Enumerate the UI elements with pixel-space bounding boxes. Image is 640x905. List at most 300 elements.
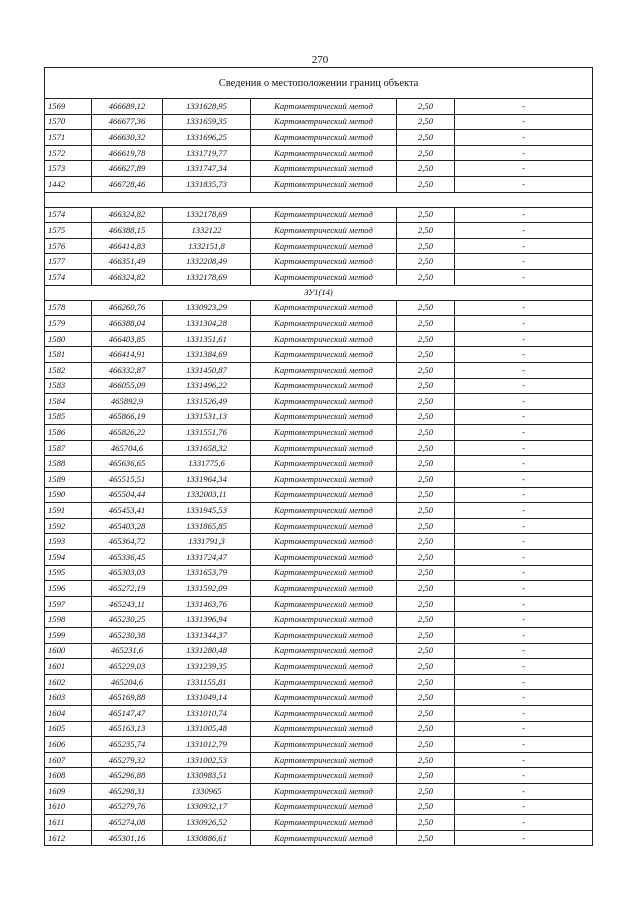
method-cell: Картометрический метод (251, 161, 397, 177)
point-number-cell: 1612 (45, 830, 92, 846)
coord-y-cell: 1331396,94 (163, 612, 251, 628)
method-cell: Картометрический метод (251, 223, 397, 239)
method-cell: Картометрический метод (251, 425, 397, 441)
table-row (45, 300, 593, 316)
coord-y-cell: 1331945,53 (163, 503, 251, 519)
method-cell: Картометрический метод (251, 705, 397, 721)
method-cell: Картометрический метод (251, 176, 397, 192)
table-row (45, 394, 593, 410)
table-row (45, 161, 593, 177)
coord-x-cell: 465298,31 (92, 783, 163, 799)
table-row (45, 550, 593, 566)
coord-y-cell: 1332003,11 (163, 487, 251, 503)
accuracy-cell: 2,50 (397, 238, 455, 254)
coord-x-cell: 466324,82 (92, 269, 163, 285)
coord-y-cell: 1330926,52 (163, 815, 251, 831)
accuracy-cell: 2,50 (397, 565, 455, 581)
coord-y-cell: 1330965 (163, 783, 251, 799)
table-row (45, 331, 593, 347)
method-cell: Картометрический метод (251, 145, 397, 161)
description-cell: - (455, 145, 593, 161)
coord-x-cell: 465515,51 (92, 472, 163, 488)
table-row (45, 114, 593, 130)
table-title: Сведения о местоположении границ объекта (45, 68, 593, 99)
accuracy-cell: 2,50 (397, 705, 455, 721)
table-row (45, 456, 593, 472)
point-number-cell: 1573 (45, 161, 92, 177)
method-cell: Картометрический метод (251, 269, 397, 285)
accuracy-cell: 2,50 (397, 456, 455, 472)
table-row (45, 721, 593, 737)
coord-x-cell: 466260,76 (92, 300, 163, 316)
table-row (45, 99, 593, 115)
method-cell: Картометрический метод (251, 596, 397, 612)
coord-y-cell: 1331658,32 (163, 440, 251, 456)
point-number-cell: 1584 (45, 394, 92, 410)
coord-x-cell: 466689,12 (92, 99, 163, 115)
table-row (45, 783, 593, 799)
coord-x-cell: 466619,78 (92, 145, 163, 161)
table-row (45, 254, 593, 270)
coord-y-cell: 1331653,79 (163, 565, 251, 581)
coord-y-cell: 1332178,69 (163, 269, 251, 285)
coord-y-cell: 1331531,13 (163, 409, 251, 425)
coord-x-cell: 466055,09 (92, 378, 163, 394)
accuracy-cell: 2,50 (397, 659, 455, 675)
description-cell: - (455, 612, 593, 628)
accuracy-cell: 2,50 (397, 783, 455, 799)
table-row (45, 534, 593, 550)
description-cell: - (455, 456, 593, 472)
coord-x-cell: 465336,45 (92, 550, 163, 566)
coord-x-cell: 466627,89 (92, 161, 163, 177)
table-row (45, 768, 593, 784)
page-number: 270 (311, 54, 329, 66)
accuracy-cell: 2,50 (397, 643, 455, 659)
point-number-cell: 1576 (45, 238, 92, 254)
coord-x-cell: 466388,15 (92, 223, 163, 239)
blank-cell (45, 192, 593, 207)
accuracy-cell: 2,50 (397, 628, 455, 644)
coord-y-cell: 1330932,17 (163, 799, 251, 815)
coord-x-cell: 465231,6 (92, 643, 163, 659)
method-cell: Картометрический метод (251, 799, 397, 815)
method-cell: Картометрический метод (251, 550, 397, 566)
table-row (45, 659, 593, 675)
coord-y-cell: 1330923,29 (163, 300, 251, 316)
method-cell: Картометрический метод (251, 487, 397, 503)
method-cell: Картометрический метод (251, 581, 397, 597)
coord-x-cell: 465303,03 (92, 565, 163, 581)
description-cell: - (455, 815, 593, 831)
coord-y-cell: 1331384,69 (163, 347, 251, 363)
description-cell: - (455, 705, 593, 721)
accuracy-cell: 2,50 (397, 674, 455, 690)
coord-x-cell: 465403,28 (92, 518, 163, 534)
accuracy-cell: 2,50 (397, 394, 455, 410)
description-cell: - (455, 269, 593, 285)
coord-y-cell: 1332178,69 (163, 207, 251, 223)
table-row (45, 176, 593, 192)
accuracy-cell: 2,50 (397, 752, 455, 768)
accuracy-cell: 2,50 (397, 425, 455, 441)
point-number-cell: 1592 (45, 518, 92, 534)
table-row (45, 425, 593, 441)
description-cell: - (455, 362, 593, 378)
table-row (45, 674, 593, 690)
table-row (45, 238, 593, 254)
method-cell: Картометрический метод (251, 130, 397, 146)
description-cell: - (455, 99, 593, 115)
coord-x-cell: 466332,87 (92, 362, 163, 378)
description-cell: - (455, 643, 593, 659)
method-cell: Картометрический метод (251, 830, 397, 846)
table-row (45, 612, 593, 628)
method-cell: Картометрический метод (251, 378, 397, 394)
coord-y-cell: 1331964,34 (163, 472, 251, 488)
description-cell: - (455, 737, 593, 753)
point-number-cell: 1579 (45, 316, 92, 332)
description-cell: - (455, 394, 593, 410)
coord-x-cell: 466630,32 (92, 130, 163, 146)
description-cell: - (455, 596, 593, 612)
method-cell: Картометрический метод (251, 394, 397, 410)
description-cell: - (455, 581, 593, 597)
coord-y-cell: 1332122 (163, 223, 251, 239)
coord-x-cell: 465704,6 (92, 440, 163, 456)
method-cell: Картометрический метод (251, 114, 397, 130)
point-number-cell: 1594 (45, 550, 92, 566)
point-number-cell: 1570 (45, 114, 92, 130)
point-number-cell: 1574 (45, 269, 92, 285)
accuracy-cell: 2,50 (397, 300, 455, 316)
coord-y-cell: 1331496,22 (163, 378, 251, 394)
coord-x-cell: 465279,32 (92, 752, 163, 768)
accuracy-cell: 2,50 (397, 596, 455, 612)
description-cell: - (455, 659, 593, 675)
method-cell: Картометрический метод (251, 721, 397, 737)
method-cell: Картометрический метод (251, 534, 397, 550)
accuracy-cell: 2,50 (397, 176, 455, 192)
description-cell: - (455, 503, 593, 519)
method-cell: Картометрический метод (251, 752, 397, 768)
coord-y-cell: 1332151,8 (163, 238, 251, 254)
point-number-cell: 1607 (45, 752, 92, 768)
coord-y-cell: 1331775,6 (163, 456, 251, 472)
coord-x-cell: 465826,22 (92, 425, 163, 441)
accuracy-cell: 2,50 (397, 737, 455, 753)
method-cell: Картометрический метод (251, 518, 397, 534)
table-row (45, 440, 593, 456)
point-number-cell: 1600 (45, 643, 92, 659)
accuracy-cell: 2,50 (397, 145, 455, 161)
table-row (45, 581, 593, 597)
coord-x-cell: 466414,91 (92, 347, 163, 363)
method-cell: Картометрический метод (251, 99, 397, 115)
table-row (45, 752, 593, 768)
coord-y-cell: 1331002,53 (163, 752, 251, 768)
description-cell: - (455, 690, 593, 706)
description-cell: - (455, 830, 593, 846)
coord-x-cell: 465301,16 (92, 830, 163, 846)
description-cell: - (455, 534, 593, 550)
table-row (45, 690, 593, 706)
coord-x-cell: 465230,25 (92, 612, 163, 628)
accuracy-cell: 2,50 (397, 207, 455, 223)
table-row (45, 799, 593, 815)
coord-x-cell: 466403,85 (92, 331, 163, 347)
coord-x-cell: 465204,6 (92, 674, 163, 690)
description-cell: - (455, 628, 593, 644)
point-number-cell: 1608 (45, 768, 92, 784)
description-cell: - (455, 799, 593, 815)
point-number-cell: 1582 (45, 362, 92, 378)
point-number-cell: 1606 (45, 737, 92, 753)
coord-y-cell: 1331592,09 (163, 581, 251, 597)
coord-x-cell: 465169,88 (92, 690, 163, 706)
coord-x-cell: 465364,72 (92, 534, 163, 550)
point-number-cell: 1601 (45, 659, 92, 675)
accuracy-cell: 2,50 (397, 612, 455, 628)
description-cell: - (455, 674, 593, 690)
coord-x-cell: 465243,11 (92, 596, 163, 612)
method-cell: Картометрический метод (251, 440, 397, 456)
coord-x-cell: 466677,36 (92, 114, 163, 130)
table-row (45, 565, 593, 581)
table-row (45, 223, 593, 239)
method-cell: Картометрический метод (251, 362, 397, 378)
description-cell: - (455, 378, 593, 394)
coord-y-cell: 1331791,3 (163, 534, 251, 550)
accuracy-cell: 2,50 (397, 161, 455, 177)
description-cell: - (455, 472, 593, 488)
table-row (45, 705, 593, 721)
description-cell: - (455, 316, 593, 332)
description-cell: - (455, 425, 593, 441)
method-cell: Картометрический метод (251, 690, 397, 706)
point-number-cell: 1571 (45, 130, 92, 146)
description-cell: - (455, 440, 593, 456)
point-number-cell: 1585 (45, 409, 92, 425)
coord-x-cell: 465892,9 (92, 394, 163, 410)
method-cell: Картометрический метод (251, 238, 397, 254)
accuracy-cell: 2,50 (397, 581, 455, 597)
method-cell: Картометрический метод (251, 456, 397, 472)
accuracy-cell: 2,50 (397, 721, 455, 737)
coord-y-cell: 1331659,35 (163, 114, 251, 130)
description-cell: - (455, 721, 593, 737)
accuracy-cell: 2,50 (397, 331, 455, 347)
coord-x-cell: 466388,04 (92, 316, 163, 332)
coord-x-cell: 465453,41 (92, 503, 163, 519)
point-number-cell: 1583 (45, 378, 92, 394)
point-number-cell: 1597 (45, 596, 92, 612)
coord-y-cell: 1331719,77 (163, 145, 251, 161)
section-header-row (45, 285, 593, 300)
description-cell: - (455, 161, 593, 177)
description-cell: - (455, 487, 593, 503)
method-cell: Картометрический метод (251, 643, 397, 659)
table-row (45, 362, 593, 378)
description-cell: - (455, 238, 593, 254)
method-cell: Картометрический метод (251, 565, 397, 581)
point-number-cell: 1572 (45, 145, 92, 161)
point-number-cell: 1442 (45, 176, 92, 192)
coord-y-cell: 1331280,48 (163, 643, 251, 659)
accuracy-cell: 2,50 (397, 114, 455, 130)
point-number-cell: 1599 (45, 628, 92, 644)
coord-y-cell: 1331835,73 (163, 176, 251, 192)
description-cell: - (455, 752, 593, 768)
coord-x-cell: 466351,49 (92, 254, 163, 270)
method-cell: Картометрический метод (251, 331, 397, 347)
description-cell: - (455, 114, 593, 130)
description-cell: - (455, 176, 593, 192)
description-cell: - (455, 409, 593, 425)
accuracy-cell: 2,50 (397, 503, 455, 519)
coord-x-cell: 465229,03 (92, 659, 163, 675)
accuracy-cell: 2,50 (397, 799, 455, 815)
coord-x-cell: 466414,83 (92, 238, 163, 254)
coord-x-cell: 465274,08 (92, 815, 163, 831)
description-cell: - (455, 768, 593, 784)
point-number-cell: 1590 (45, 487, 92, 503)
method-cell: Картометрический метод (251, 503, 397, 519)
coord-x-cell: 465504,44 (92, 487, 163, 503)
coord-y-cell: 1331551,76 (163, 425, 251, 441)
coord-x-cell: 465163,13 (92, 721, 163, 737)
accuracy-cell: 2,50 (397, 518, 455, 534)
accuracy-cell: 2,50 (397, 99, 455, 115)
point-number-cell: 1577 (45, 254, 92, 270)
accuracy-cell: 2,50 (397, 378, 455, 394)
coord-y-cell: 1330886,61 (163, 830, 251, 846)
table-row (45, 347, 593, 363)
point-number-cell: 1610 (45, 799, 92, 815)
method-cell: Картометрический метод (251, 207, 397, 223)
method-cell: Картометрический метод (251, 300, 397, 316)
coord-y-cell: 1330983,51 (163, 768, 251, 784)
coord-y-cell: 1331351,61 (163, 331, 251, 347)
description-cell: - (455, 254, 593, 270)
point-number-cell: 1603 (45, 690, 92, 706)
method-cell: Картометрический метод (251, 628, 397, 644)
method-cell: Картометрический метод (251, 737, 397, 753)
section-label: ЗУ1(14) (45, 285, 593, 300)
accuracy-cell: 2,50 (397, 254, 455, 270)
coord-x-cell: 465279,76 (92, 799, 163, 815)
table-row (45, 378, 593, 394)
point-number-cell: 1602 (45, 674, 92, 690)
accuracy-cell: 2,50 (397, 534, 455, 550)
point-number-cell: 1587 (45, 440, 92, 456)
method-cell: Картометрический метод (251, 254, 397, 270)
table-row (45, 628, 593, 644)
description-cell: - (455, 300, 593, 316)
point-number-cell: 1575 (45, 223, 92, 239)
table-row (45, 409, 593, 425)
coord-y-cell: 1331628,95 (163, 99, 251, 115)
coord-x-cell: 465866,19 (92, 409, 163, 425)
coord-x-cell: 465272,19 (92, 581, 163, 597)
method-cell: Картометрический метод (251, 472, 397, 488)
method-cell: Картометрический метод (251, 659, 397, 675)
point-number-cell: 1611 (45, 815, 92, 831)
accuracy-cell: 2,50 (397, 830, 455, 846)
coord-x-cell: 466728,46 (92, 176, 163, 192)
point-number-cell: 1581 (45, 347, 92, 363)
coord-y-cell: 1331010,74 (163, 705, 251, 721)
method-cell: Картометрический метод (251, 768, 397, 784)
table-row (45, 207, 593, 223)
point-number-cell: 1591 (45, 503, 92, 519)
table-row (45, 503, 593, 519)
accuracy-cell: 2,50 (397, 550, 455, 566)
table-row (45, 815, 593, 831)
method-cell: Картометрический метод (251, 783, 397, 799)
point-number-cell: 1596 (45, 581, 92, 597)
coord-y-cell: 1331012,79 (163, 737, 251, 753)
coord-y-cell: 1331463,76 (163, 596, 251, 612)
coord-y-cell: 1331724,47 (163, 550, 251, 566)
table-row (45, 830, 593, 846)
coord-y-cell: 1331304,28 (163, 316, 251, 332)
coord-x-cell: 465147,47 (92, 705, 163, 721)
accuracy-cell: 2,50 (397, 316, 455, 332)
coord-y-cell: 1331526,49 (163, 394, 251, 410)
point-number-cell: 1569 (45, 99, 92, 115)
description-cell: - (455, 550, 593, 566)
method-cell: Картометрический метод (251, 316, 397, 332)
table-row (45, 130, 593, 146)
accuracy-cell: 2,50 (397, 440, 455, 456)
coord-y-cell: 1331344,37 (163, 628, 251, 644)
point-number-cell: 1578 (45, 300, 92, 316)
description-cell: - (455, 518, 593, 534)
coord-y-cell: 1331049,14 (163, 690, 251, 706)
coord-x-cell: 466324,82 (92, 207, 163, 223)
coord-x-cell: 465636,65 (92, 456, 163, 472)
coord-y-cell: 1331005,48 (163, 721, 251, 737)
table-row (45, 596, 593, 612)
point-number-cell: 1580 (45, 331, 92, 347)
point-number-cell: 1598 (45, 612, 92, 628)
method-cell: Картометрический метод (251, 815, 397, 831)
accuracy-cell: 2,50 (397, 487, 455, 503)
accuracy-cell: 2,50 (397, 269, 455, 285)
description-cell: - (455, 331, 593, 347)
description-cell: - (455, 347, 593, 363)
accuracy-cell: 2,50 (397, 815, 455, 831)
description-cell: - (455, 130, 593, 146)
method-cell: Картометрический метод (251, 409, 397, 425)
point-number-cell: 1593 (45, 534, 92, 550)
coord-y-cell: 1331696,25 (163, 130, 251, 146)
point-number-cell: 1595 (45, 565, 92, 581)
accuracy-cell: 2,50 (397, 472, 455, 488)
method-cell: Картометрический метод (251, 347, 397, 363)
description-cell: - (455, 783, 593, 799)
table-row (45, 472, 593, 488)
coord-y-cell: 1331865,85 (163, 518, 251, 534)
table-row (45, 316, 593, 332)
coord-x-cell: 465235,74 (92, 737, 163, 753)
description-cell: - (455, 565, 593, 581)
accuracy-cell: 2,50 (397, 223, 455, 239)
coord-x-cell: 465230,38 (92, 628, 163, 644)
coord-y-cell: 1331450,87 (163, 362, 251, 378)
description-cell: - (455, 207, 593, 223)
